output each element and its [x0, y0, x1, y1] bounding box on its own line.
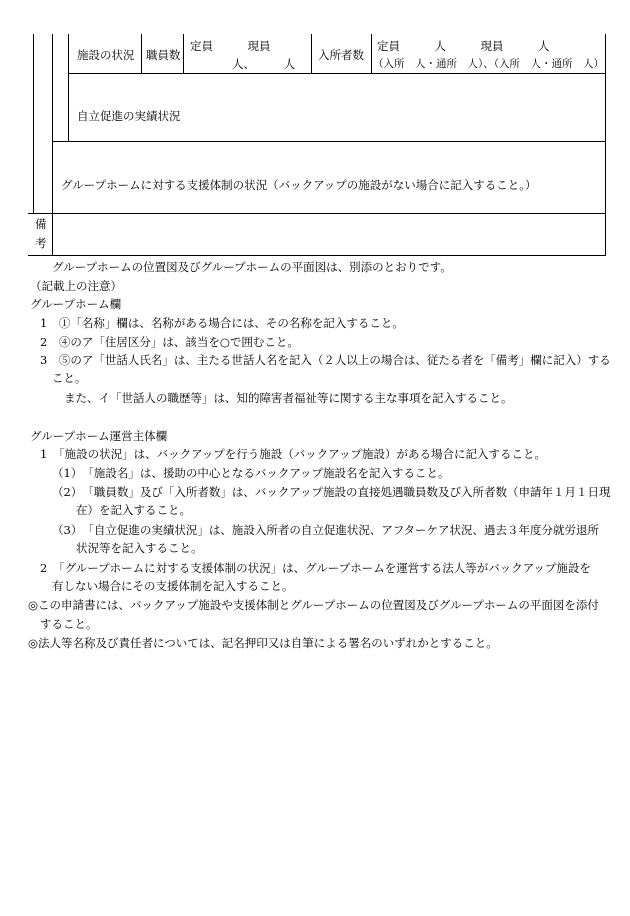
- table-border: [28, 213, 605, 214]
- staff-count-label: 職員数: [146, 48, 181, 62]
- note-item: 1 「施設の状況」は、バックアップを行う施設（バックアップ施設）がある場合に記入すること。: [40, 447, 546, 461]
- independence-label: 自立促進の実績状況: [77, 109, 181, 123]
- note-item: こと。: [52, 371, 87, 385]
- table-border: [141, 34, 142, 73]
- table-border: [52, 34, 53, 256]
- intro-text: グループホームの位置図及びグループホームの平面図は、別添のとおりです。: [52, 260, 452, 274]
- note-item: 2 ④のア「住居区分」は、該当を○で囲むこと。: [40, 335, 299, 349]
- residents-label: 入所者数: [318, 48, 364, 62]
- note-item: （1） 「施設名」は、援助の中心となるバックアップ施設名を記入すること。: [52, 466, 450, 480]
- note-item: （2） 「職員数」及び「入所者数」は、バックアップ施設の直接処遇職員数及び入所者数（申請年１月１日現: [52, 485, 611, 499]
- residents-capacity: 定員 人 現員 人: [377, 39, 550, 53]
- capacity-units: 人、 人: [232, 57, 296, 71]
- table-border: [68, 34, 69, 141]
- table-border: [28, 255, 605, 256]
- table-border: [605, 34, 606, 256]
- remarks-label-2: 考: [35, 236, 47, 250]
- facility-status-label: 施設の状況: [77, 48, 135, 62]
- note-item: また、イ「世話人の職歴等」は、知的障害者福祉等に関する主な事項を記入すること。: [64, 391, 513, 405]
- section-title-operator: グループホーム運営主体欄: [30, 429, 168, 443]
- note-item: 1 ①「名称」欄は、名称がある場合には、その名称を記入すること。: [40, 316, 404, 330]
- table-border: [311, 34, 312, 73]
- table-border: [68, 73, 605, 74]
- table-border: [52, 141, 605, 142]
- note-item: 3 ⑤のア「世話人氏名」は、主たる世話人名を記入（２人以上の場合は、従たる者を「備考」欄に記入）する: [40, 353, 611, 367]
- residents-breakdown: （入所 人・通所 人）、（入所 人・通所 人）: [373, 58, 604, 70]
- table-border: [183, 34, 184, 73]
- remarks-label-1: 備: [35, 217, 47, 231]
- note-item: 2 「グループホームに対する支援体制の状況」は、グループホームを運営する法人等がバックアップ施設を: [40, 561, 591, 575]
- seal-note: ◎法人等名称及び責任者については、記名押印又は自筆による署名のいずれかとすること。: [28, 636, 498, 650]
- note-item: （3） 「自立促進の実績状況」は、施設入所者の自立促進状況、アフターケア状況、過去３年度分就労退所: [52, 523, 600, 537]
- attachment-note: ◎この申請書には、バックアップ施設や支援体制とグループホームの位置図及びグループホームの平面図を添付: [28, 598, 599, 612]
- support-system-label: グループホームに対する支援体制の状況（バックアップの施設がない場合に記入すること。）: [61, 178, 537, 192]
- notes-heading: （記載上の注意）: [30, 279, 122, 293]
- note-item: 状況等を記入すること。: [76, 541, 203, 555]
- note-item: 在）を記入すること。: [76, 503, 191, 517]
- note-item: 有しない場合にその支援体制を記入すること。: [52, 579, 294, 593]
- table-border: [371, 34, 372, 73]
- section-title-grouphome: グループホーム欄: [30, 297, 122, 311]
- table-border: [33, 34, 34, 214]
- capacity-header: 定員 現員: [190, 39, 271, 53]
- attachment-note: すること。: [40, 617, 98, 631]
